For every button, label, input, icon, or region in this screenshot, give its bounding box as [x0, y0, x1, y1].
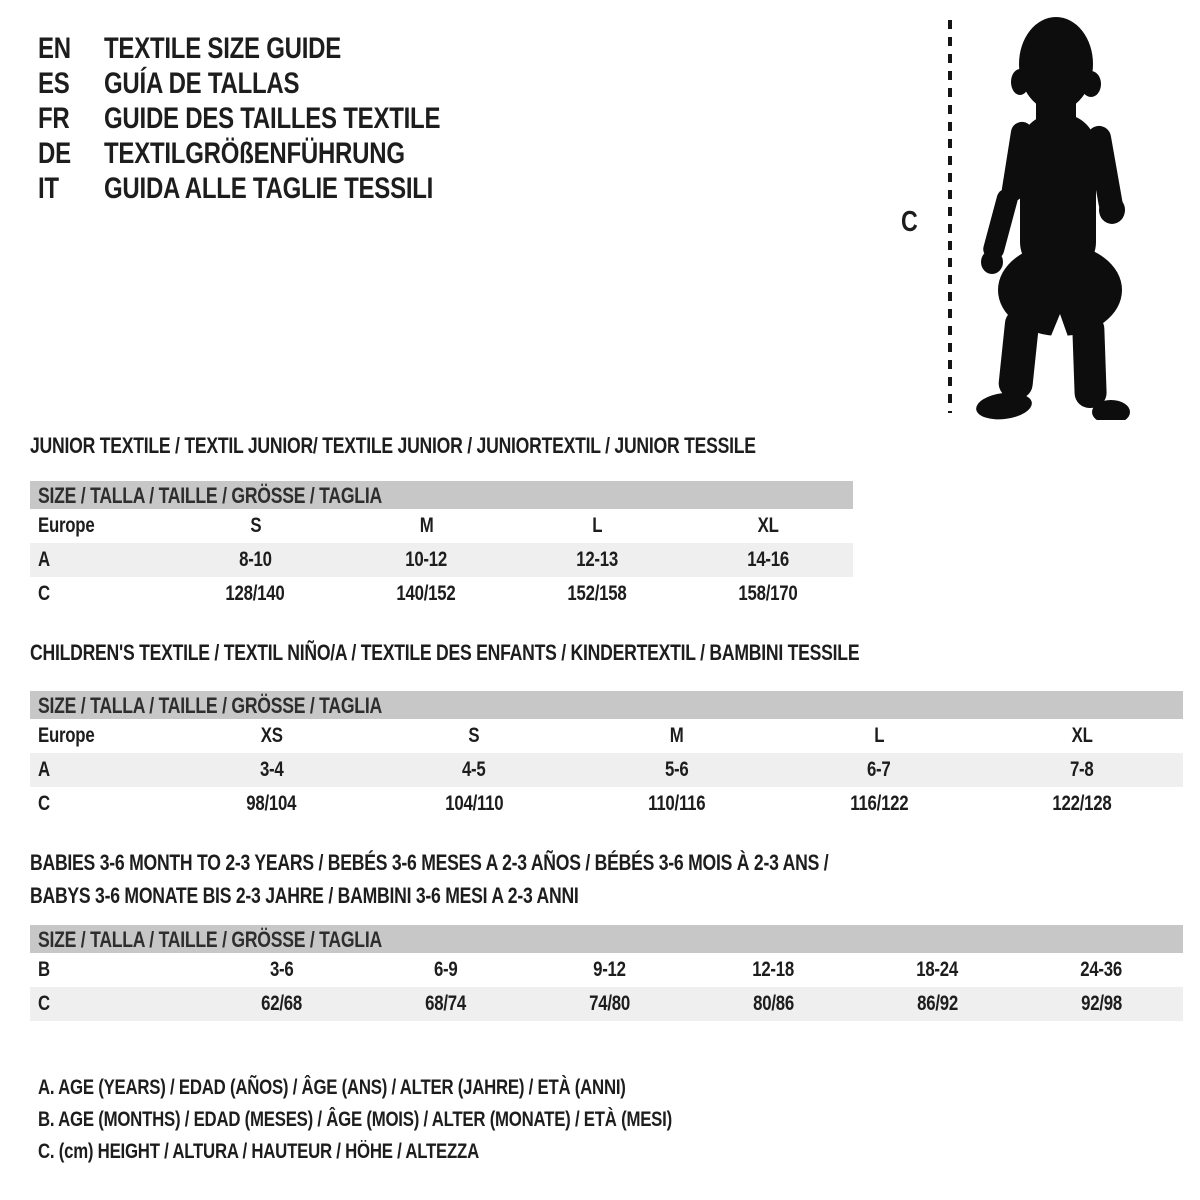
- size-value-cell: 128/140: [225, 582, 285, 605]
- size-value-cell: 110/116: [647, 792, 706, 815]
- size-value-cell: 8-10: [239, 548, 272, 571]
- table-row: [30, 577, 853, 611]
- table-row: [30, 753, 1183, 787]
- size-header-bar: SIZE / TALLA / TAILLE / GRÖSSE / TAGLIA: [30, 481, 853, 509]
- row-label: A: [38, 758, 50, 781]
- toddler-silhouette: [968, 14, 1148, 420]
- legend-line-c: C. (cm) HEIGHT / ALTURA / HAUTEUR / HÖHE / ALTEZZA: [38, 1140, 479, 1163]
- size-value-cell: 80/86: [752, 992, 794, 1015]
- table-row: [30, 509, 853, 543]
- row-label: A: [38, 548, 50, 571]
- language-row-de: [38, 136, 524, 171]
- table-row: [30, 987, 1183, 1021]
- junior-size-table: [30, 509, 853, 611]
- size-value-cell: 5-6: [664, 758, 689, 781]
- language-row-it: [38, 171, 524, 206]
- language-code: DE: [38, 137, 71, 170]
- language-code: ES: [38, 67, 70, 100]
- size-value-cell: XL: [1071, 724, 1093, 747]
- row-label: B: [38, 958, 50, 981]
- size-value-cell: 24-36: [1080, 958, 1122, 981]
- size-header-bar: SIZE / TALLA / TAILLE / GRÖSSE / TAGLIA: [30, 691, 1183, 719]
- row-label: Europe: [38, 724, 95, 747]
- size-value-cell: S: [249, 514, 261, 537]
- section-title-line2: BABYS 3-6 MONATE BIS 2-3 JAHRE / BAMBINI 3-6 MESI A 2-3 ANNI: [30, 883, 579, 908]
- size-value-cell: 92/98: [1080, 992, 1122, 1015]
- size-value-cell: 12-13: [575, 548, 618, 571]
- size-value-cell: 6-7: [867, 758, 891, 781]
- childrens-size-table: [30, 719, 1183, 821]
- size-value-cell: 3-6: [270, 958, 294, 981]
- language-code: EN: [38, 32, 71, 65]
- size-value-cell: 152/158: [567, 582, 627, 605]
- babies-size-table: [30, 953, 1183, 1021]
- size-value-cell: XL: [757, 514, 779, 537]
- size-value-cell: 10-12: [405, 548, 448, 571]
- size-value-cell: L: [591, 514, 602, 537]
- size-value-cell: S: [468, 724, 480, 747]
- size-value-cell: M: [669, 724, 684, 747]
- size-value-cell: 4-5: [462, 758, 486, 781]
- section-babies-textile: [30, 846, 1183, 1021]
- section-title: JUNIOR TEXTILE / TEXTIL JUNIOR/ TEXTILE JUNIOR / JUNIORTEXTIL / JUNIOR TESSILE: [30, 433, 756, 458]
- size-value-cell: 12-18: [752, 958, 795, 981]
- section-childrens-textile: [30, 641, 1183, 821]
- table-row: [30, 543, 853, 577]
- size-value-cell: 98/104: [246, 792, 297, 815]
- size-header-bar: SIZE / TALLA / TAILLE / GRÖSSE / TAGLIA: [30, 925, 1183, 953]
- guide-title-es: GUÍA DE TALLAS: [104, 67, 300, 100]
- guide-title-de: TEXTILGRÖßENFÜHRUNG: [104, 137, 405, 170]
- size-value-cell: 7-8: [1069, 758, 1094, 781]
- size-value-cell: 68/74: [425, 992, 467, 1015]
- language-row-es: [38, 66, 524, 101]
- section-title: CHILDREN'S TEXTILE / TEXTIL NIÑO/A / TEXTILE DES ENFANTS / KINDERTEXTIL / BAMBINI TESSILE: [30, 640, 860, 665]
- legend: [38, 1072, 830, 1168]
- language-code: FR: [38, 102, 70, 135]
- size-value-cell: XS: [260, 724, 283, 747]
- size-value-cell: 3-4: [259, 758, 284, 781]
- guide-title-it: GUIDA ALLE TAGLIE TESSILI: [104, 172, 434, 205]
- size-value-cell: 116/122: [850, 792, 909, 815]
- size-value-cell: 18-24: [916, 958, 959, 981]
- size-value-cell: 104/110: [444, 792, 503, 815]
- table-row: [30, 953, 1183, 987]
- legend-line-a: A. AGE (YEARS) / EDAD (AÑOS) / ÂGE (ANS) / ALTER (JAHRE) / ETÀ (ANNI): [38, 1076, 626, 1099]
- language-title-list: [38, 31, 524, 206]
- row-label: C: [38, 582, 50, 605]
- language-code: IT: [38, 172, 59, 205]
- row-label: C: [38, 792, 50, 815]
- table-row: [30, 787, 1183, 821]
- row-label: Europe: [38, 514, 95, 537]
- table-row: [30, 719, 1183, 753]
- guide-title-en: TEXTILE SIZE GUIDE: [104, 32, 342, 65]
- size-value-cell: 158/170: [738, 582, 798, 605]
- size-value-cell: 140/152: [396, 582, 456, 605]
- size-value-cell: 6-9: [433, 958, 458, 981]
- section-title-line1: BABIES 3-6 MONTH TO 2-3 YEARS / BEBÉS 3-6 MESES A 2-3 AÑOS / BÉBÉS 3-6 MOIS À 2-3 ANS /: [30, 850, 829, 875]
- size-value-cell: 86/92: [916, 992, 958, 1015]
- row-label: C: [38, 992, 50, 1015]
- size-value-cell: M: [419, 514, 433, 537]
- language-row-en: [38, 31, 524, 66]
- language-row-fr: [38, 101, 524, 136]
- height-measure-dotted-line: [948, 20, 952, 413]
- size-value-cell: 62/68: [261, 992, 303, 1015]
- size-value-cell: L: [874, 724, 885, 747]
- section-junior-textile: [30, 434, 853, 611]
- size-value-cell: 122/128: [1052, 792, 1112, 815]
- size-value-cell: 14-16: [746, 548, 789, 571]
- height-measure-label: C: [901, 206, 918, 238]
- legend-line-b: B. AGE (MONTHS) / EDAD (MESES) / ÂGE (MOIS) / ALTER (MONATE) / ETÀ (MESI): [38, 1108, 672, 1131]
- size-value-cell: 9-12: [593, 958, 626, 981]
- size-value-cell: 74/80: [589, 992, 630, 1015]
- guide-title-fr: GUIDE DES TAILLES TEXTILE: [104, 102, 441, 135]
